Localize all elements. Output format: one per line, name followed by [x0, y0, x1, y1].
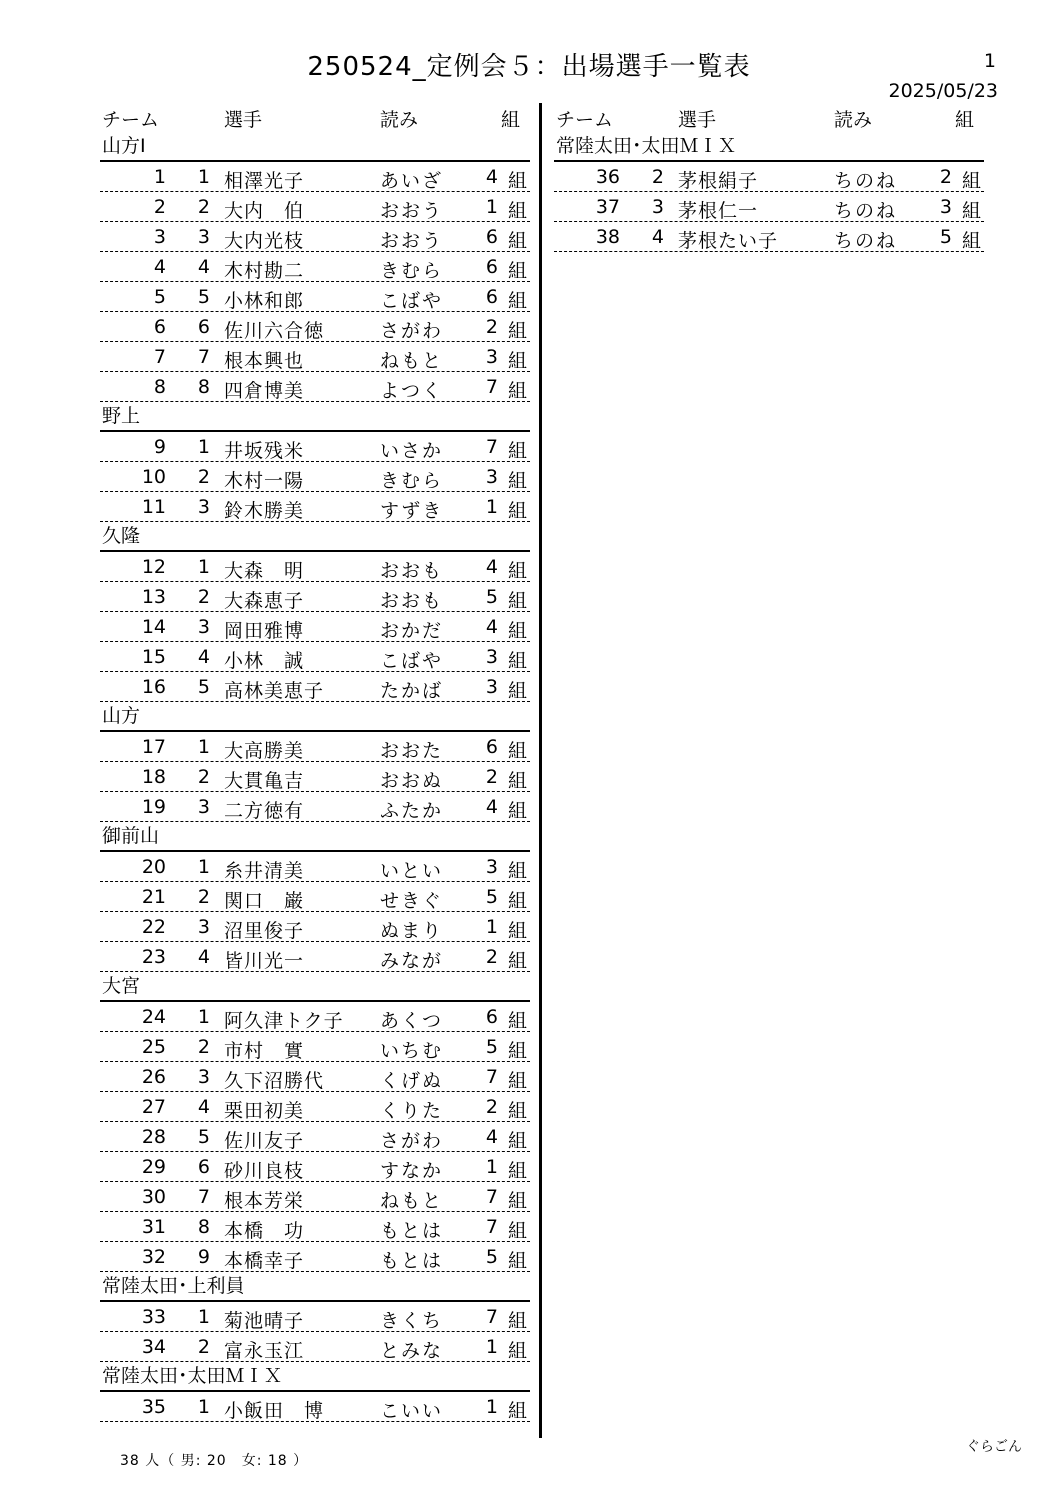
team-name: 大宮: [100, 972, 530, 1002]
left-column-body: [100, 132, 530, 1422]
header-team: チーム: [102, 109, 160, 131]
team-order: 8: [197, 1216, 210, 1238]
player-name: 小飯田 博: [224, 1400, 325, 1422]
group-unit: 組: [508, 920, 528, 942]
header-reading: 読み: [834, 109, 873, 131]
player-name: 茅根絹子: [678, 170, 759, 192]
group-number: 5: [485, 886, 498, 908]
player-reading: こばや: [380, 650, 444, 672]
player-name: 岡田雅博: [224, 620, 305, 642]
team-name: 久隆: [100, 522, 530, 552]
group-unit: 組: [508, 290, 528, 312]
group-unit: 組: [508, 590, 528, 612]
print-date: 2025/05/23: [888, 80, 998, 102]
participant-summary: 38 人（ 男: 20 女: 18 ）: [120, 1453, 309, 1469]
player-reading: おおう: [380, 230, 444, 252]
group-number: 3: [485, 856, 498, 878]
group-unit: 組: [508, 440, 528, 462]
player-name: 関口 巌: [224, 890, 305, 912]
team-name: 野上: [100, 402, 530, 432]
player-number: 23: [141, 946, 166, 968]
group-unit: 組: [508, 320, 528, 342]
player-row: [100, 1092, 530, 1122]
group-number: 2: [485, 316, 498, 338]
group-unit: 組: [508, 1250, 528, 1272]
group-number: 6: [485, 1006, 498, 1028]
group-unit: 組: [508, 1190, 528, 1212]
header-player: 選手: [678, 109, 717, 131]
team-order: 2: [197, 886, 210, 908]
team-name: 御前山: [100, 822, 530, 852]
player-row: [100, 1332, 530, 1362]
team-name: 常陸太田･上利員: [100, 1272, 530, 1302]
player-name: 大森恵子: [224, 590, 305, 612]
team-order: 1: [197, 556, 210, 578]
player-name: 糸井清美: [224, 860, 305, 882]
player-name: 佐川友子: [224, 1130, 305, 1152]
player-row: [100, 252, 530, 282]
player-number: 18: [141, 766, 166, 788]
player-number: 4: [153, 256, 166, 278]
player-reading: くげぬ: [380, 1070, 444, 1092]
player-reading: たかば: [380, 680, 444, 702]
group-unit: 組: [508, 470, 528, 492]
group-unit: 組: [508, 380, 528, 402]
player-reading: すなか: [380, 1160, 444, 1182]
group-number: 6: [485, 256, 498, 278]
group-number: 4: [485, 796, 498, 818]
player-row: [100, 762, 530, 792]
team-order: 2: [197, 586, 210, 608]
group-unit: 組: [962, 200, 982, 222]
group-unit: 組: [508, 680, 528, 702]
player-reading: よつく: [380, 380, 444, 402]
group-number: 4: [485, 616, 498, 638]
player-row: [100, 1032, 530, 1062]
player-row: [100, 912, 530, 942]
player-number: 7: [153, 346, 166, 368]
team-order: 2: [197, 466, 210, 488]
player-row: [100, 432, 530, 462]
group-unit: 組: [508, 950, 528, 972]
group-unit: 組: [508, 860, 528, 882]
player-reading: きむら: [380, 470, 444, 492]
group-number: 5: [485, 586, 498, 608]
team-order: 1: [197, 856, 210, 878]
player-reading: もとは: [380, 1220, 444, 1242]
player-name: 大高勝美: [224, 740, 305, 762]
player-number: 38: [595, 226, 620, 248]
player-row: [100, 942, 530, 972]
player-number: 32: [141, 1246, 166, 1268]
player-number: 17: [141, 736, 166, 758]
player-row: [100, 1392, 530, 1422]
player-number: 22: [141, 916, 166, 938]
player-row: [100, 582, 530, 612]
player-reading: おおた: [380, 740, 444, 762]
player-number: 11: [141, 496, 166, 518]
team-order: 5: [197, 286, 210, 308]
team-order: 2: [197, 1336, 210, 1358]
player-reading: ちのね: [834, 200, 898, 222]
team-order: 1: [197, 436, 210, 458]
player-number: 6: [153, 316, 166, 338]
player-name: 根本芳栄: [224, 1190, 305, 1212]
player-name: 高林美恵子: [224, 680, 325, 702]
team-order: 4: [197, 1096, 210, 1118]
team-order: 2: [197, 1036, 210, 1058]
team-order: 1: [197, 1006, 210, 1028]
group-number: 3: [485, 466, 498, 488]
player-name: 小林 誠: [224, 650, 305, 672]
left-column: [100, 102, 530, 1422]
team-order: 4: [197, 946, 210, 968]
group-number: 3: [939, 196, 952, 218]
player-name: 根本興也: [224, 350, 305, 372]
team-order: 3: [651, 196, 664, 218]
player-reading: こばや: [380, 290, 444, 312]
player-reading: おおう: [380, 200, 444, 222]
player-name: 木村一陽: [224, 470, 305, 492]
player-row: [100, 672, 530, 702]
player-row: [100, 792, 530, 822]
group-number: 6: [485, 226, 498, 248]
team-order: 6: [197, 1156, 210, 1178]
player-reading: さがわ: [380, 1130, 444, 1152]
player-name: 市村 實: [224, 1040, 305, 1062]
player-number: 15: [141, 646, 166, 668]
player-name: 本橋 功: [224, 1220, 305, 1242]
player-row: [100, 612, 530, 642]
team-order: 4: [651, 226, 664, 248]
team-order: 1: [197, 1306, 210, 1328]
player-row: [100, 1002, 530, 1032]
player-reading: あいざ: [380, 170, 444, 192]
player-reading: こいい: [380, 1400, 444, 1422]
player-number: 31: [141, 1216, 166, 1238]
player-reading: ねもと: [380, 350, 444, 372]
group-unit: 組: [508, 350, 528, 372]
group-unit: 組: [508, 1160, 528, 1182]
team-order: 1: [197, 1396, 210, 1418]
player-row: [100, 552, 530, 582]
team-name: 常陸太田･太田ＭＩＸ: [554, 132, 984, 162]
player-name: 小林和郎: [224, 290, 305, 312]
player-row: [100, 1062, 530, 1092]
player-reading: せきぐ: [380, 890, 444, 912]
team-order: 8: [197, 376, 210, 398]
player-name: 阿久津トク子: [224, 1010, 344, 1032]
player-name: 菊池晴子: [224, 1310, 305, 1332]
group-number: 4: [485, 556, 498, 578]
group-unit: 組: [508, 500, 528, 522]
header-group: 組: [500, 109, 520, 131]
team-order: 4: [197, 646, 210, 668]
column-divider: [539, 103, 542, 1438]
player-row: [100, 732, 530, 762]
group-unit: 組: [508, 890, 528, 912]
group-unit: 組: [508, 1070, 528, 1092]
player-number: 36: [595, 166, 620, 188]
player-number: 20: [141, 856, 166, 878]
team-name: 山方: [100, 702, 530, 732]
group-unit: 組: [962, 170, 982, 192]
player-name: 鈴木勝美: [224, 500, 305, 522]
team-order: 7: [197, 346, 210, 368]
player-reading: おおも: [380, 590, 444, 612]
team-name: 常陸太田･太田ＭＩＸ: [100, 1362, 530, 1392]
player-reading: いとい: [380, 860, 444, 882]
player-row: [554, 192, 984, 222]
page-number: 1: [983, 50, 996, 72]
player-reading: ふたか: [380, 800, 444, 822]
group-unit: 組: [508, 800, 528, 822]
player-reading: みなが: [380, 950, 444, 972]
team-order: 7: [197, 1186, 210, 1208]
team-order: 5: [197, 1126, 210, 1148]
group-number: 7: [485, 1306, 498, 1328]
player-row: [100, 1182, 530, 1212]
group-unit: 組: [508, 1340, 528, 1362]
player-name: 久下沼勝代: [224, 1070, 325, 1092]
team-order: 1: [197, 166, 210, 188]
team-order: 6: [197, 316, 210, 338]
brand-label: ぐらごん: [966, 1439, 1022, 1455]
player-reading: すずき: [380, 500, 444, 522]
player-reading: あくつ: [380, 1010, 444, 1032]
group-number: 5: [485, 1246, 498, 1268]
player-number: 25: [141, 1036, 166, 1058]
player-number: 10: [141, 466, 166, 488]
group-number: 1: [485, 196, 498, 218]
group-number: 2: [485, 946, 498, 968]
player-number: 8: [153, 376, 166, 398]
player-row: [100, 492, 530, 522]
team-order: 3: [197, 916, 210, 938]
player-name: 木村勘二: [224, 260, 305, 282]
player-number: 2: [153, 196, 166, 218]
group-number: 3: [485, 676, 498, 698]
player-number: 1: [153, 166, 166, 188]
group-number: 1: [485, 496, 498, 518]
player-reading: とみな: [380, 1340, 444, 1362]
player-number: 21: [141, 886, 166, 908]
player-number: 3: [153, 226, 166, 248]
player-row: [100, 1242, 530, 1272]
header-reading: 読み: [380, 109, 419, 131]
group-number: 7: [485, 436, 498, 458]
player-number: 28: [141, 1126, 166, 1148]
player-row: [100, 882, 530, 912]
player-number: 14: [141, 616, 166, 638]
header-group: 組: [954, 109, 974, 131]
player-reading: おおも: [380, 560, 444, 582]
team-order: 4: [197, 256, 210, 278]
player-name: 四倉博美: [224, 380, 305, 402]
player-name: 井坂残米: [224, 440, 305, 462]
player-number: 27: [141, 1096, 166, 1118]
player-reading: くりた: [380, 1100, 444, 1122]
header-player: 選手: [224, 109, 263, 131]
player-reading: いちむ: [380, 1040, 444, 1062]
group-unit: 組: [508, 620, 528, 642]
player-row: [100, 162, 530, 192]
group-unit: 組: [508, 770, 528, 792]
group-number: 1: [485, 1396, 498, 1418]
player-row: [100, 1302, 530, 1332]
player-name: 大森 明: [224, 560, 305, 582]
team-name: 山方Ⅰ: [100, 132, 530, 162]
group-unit: 組: [508, 260, 528, 282]
player-row: [100, 1212, 530, 1242]
group-number: 1: [485, 1336, 498, 1358]
group-unit: 組: [508, 200, 528, 222]
player-row: [100, 342, 530, 372]
player-number: 16: [141, 676, 166, 698]
player-row: [100, 372, 530, 402]
column-header: [100, 102, 530, 132]
player-number: 33: [141, 1306, 166, 1328]
player-row: [100, 312, 530, 342]
group-unit: 組: [508, 560, 528, 582]
group-number: 4: [485, 1126, 498, 1148]
team-order: 5: [197, 676, 210, 698]
player-reading: きむら: [380, 260, 444, 282]
group-unit: 組: [508, 230, 528, 252]
player-number: 30: [141, 1186, 166, 1208]
player-name: 佐川六合徳: [224, 320, 325, 342]
player-reading: さがわ: [380, 320, 444, 342]
player-name: 相澤光子: [224, 170, 305, 192]
player-name: 二方徳有: [224, 800, 305, 822]
team-order: 9: [197, 1246, 210, 1268]
player-number: 26: [141, 1066, 166, 1088]
group-number: 2: [485, 766, 498, 788]
player-name: 大内光枝: [224, 230, 305, 252]
player-number: 29: [141, 1156, 166, 1178]
player-name: 本橋幸子: [224, 1250, 305, 1272]
player-row: [100, 222, 530, 252]
player-row: [100, 462, 530, 492]
player-reading: ねもと: [380, 1190, 444, 1212]
player-number: 19: [141, 796, 166, 818]
player-row: [100, 642, 530, 672]
player-reading: きくち: [380, 1310, 444, 1332]
team-order: 3: [197, 1066, 210, 1088]
group-number: 7: [485, 376, 498, 398]
group-unit: 組: [508, 1130, 528, 1152]
player-number: 12: [141, 556, 166, 578]
group-unit: 組: [508, 1010, 528, 1032]
group-number: 5: [939, 226, 952, 248]
group-unit: 組: [508, 1400, 528, 1422]
player-number: 34: [141, 1336, 166, 1358]
team-order: 2: [197, 196, 210, 218]
group-unit: 組: [508, 1310, 528, 1332]
group-unit: 組: [508, 1220, 528, 1242]
player-name: 茅根たい子: [678, 230, 779, 252]
player-name: 富永玉江: [224, 1340, 305, 1362]
group-number: 6: [485, 286, 498, 308]
player-number: 24: [141, 1006, 166, 1028]
group-unit: 組: [508, 1100, 528, 1122]
player-name: 沼里俊子: [224, 920, 305, 942]
column-header: [554, 102, 984, 132]
group-unit: 組: [962, 230, 982, 252]
group-number: 7: [485, 1186, 498, 1208]
player-row: [100, 192, 530, 222]
player-reading: おおぬ: [380, 770, 444, 792]
player-number: 37: [595, 196, 620, 218]
player-number: 13: [141, 586, 166, 608]
group-number: 2: [939, 166, 952, 188]
right-column-body: [554, 132, 984, 252]
player-name: 皆川光一: [224, 950, 305, 972]
group-number: 6: [485, 736, 498, 758]
team-order: 2: [197, 766, 210, 788]
group-number: 1: [485, 916, 498, 938]
player-row: [100, 1152, 530, 1182]
player-row: [100, 282, 530, 312]
group-unit: 組: [508, 170, 528, 192]
player-row: [554, 162, 984, 192]
player-row: [554, 222, 984, 252]
team-order: 3: [197, 226, 210, 248]
group-number: 2: [485, 1096, 498, 1118]
team-order: 3: [197, 616, 210, 638]
player-reading: ぬまり: [380, 920, 444, 942]
player-reading: ちのね: [834, 170, 898, 192]
group-unit: 組: [508, 1040, 528, 1062]
player-reading: ちのね: [834, 230, 898, 252]
player-number: 5: [153, 286, 166, 308]
player-name: 栗田初美: [224, 1100, 305, 1122]
player-reading: いさか: [380, 440, 444, 462]
player-number: 9: [153, 436, 166, 458]
team-order: 2: [651, 166, 664, 188]
group-number: 7: [485, 1216, 498, 1238]
header-team: チーム: [556, 109, 614, 131]
player-row: [100, 852, 530, 882]
group-unit: 組: [508, 740, 528, 762]
player-number: 35: [141, 1396, 166, 1418]
team-order: 3: [197, 496, 210, 518]
player-reading: おかだ: [380, 620, 444, 642]
group-unit: 組: [508, 650, 528, 672]
team-order: 1: [197, 736, 210, 758]
page-title: 250524_定例会５：出場選手一覧表: [307, 52, 751, 82]
player-row: [100, 1122, 530, 1152]
team-order: 3: [197, 796, 210, 818]
right-column: [554, 102, 984, 252]
group-number: 5: [485, 1036, 498, 1058]
group-number: 1: [485, 1156, 498, 1178]
player-reading: もとは: [380, 1250, 444, 1272]
player-name: 砂川良枝: [224, 1160, 305, 1182]
player-name: 茅根仁一: [678, 200, 759, 222]
group-number: 7: [485, 1066, 498, 1088]
group-number: 3: [485, 646, 498, 668]
player-name: 大内 伯: [224, 200, 305, 222]
player-name: 大貫亀吉: [224, 770, 305, 792]
group-number: 3: [485, 346, 498, 368]
group-number: 4: [485, 166, 498, 188]
